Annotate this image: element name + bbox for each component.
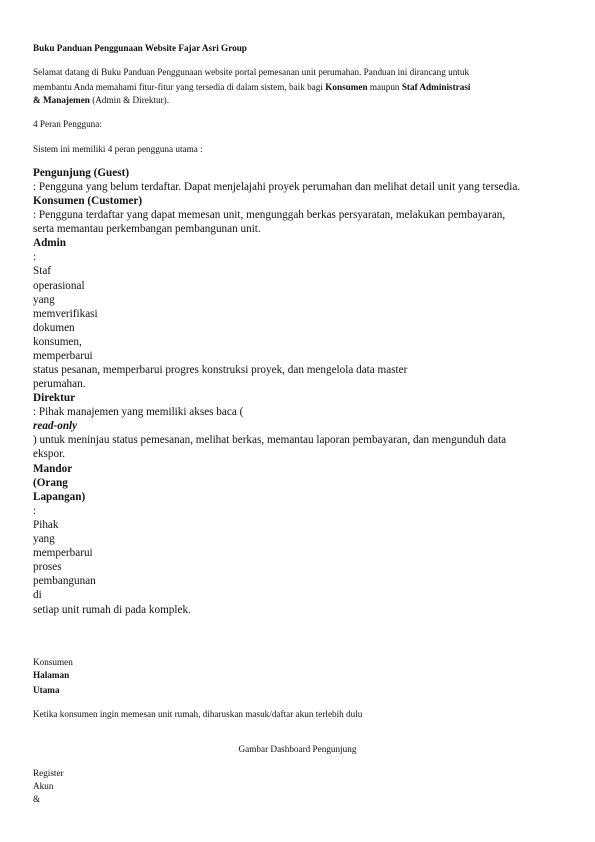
- role-director-readonly: read-only: [33, 420, 78, 432]
- role-director-desc-2: ) untuk meninjau status pemesanan, melihat berkas, memantau laporan pembayaran, dan mengunduh data: [33, 434, 507, 446]
- figure-caption: Gambar Dashboard Pengunjung: [238, 744, 357, 754]
- manajemen-emphasis: & Manajemen: [33, 95, 90, 105]
- role-mandor-title-line: Mandor: [33, 463, 73, 475]
- role-mandor-title-line: Lapangan): [33, 491, 86, 503]
- role-guest-desc: : Pengguna yang belum terdaftar. Dapat menjelajahi proyek perumahan dan melihat detail unit yang tersedia.: [33, 181, 521, 193]
- role-mandor-word: memperbarui: [33, 547, 93, 559]
- intro-line-2-mid: maupun: [367, 82, 402, 92]
- role-admin-word: memperbarui: [33, 350, 93, 362]
- konsumen-emphasis: Konsumen: [325, 82, 368, 92]
- role-customer-title: Konsumen (Customer): [33, 195, 143, 207]
- staf-administrasi-emphasis: Staf Administrasi: [401, 82, 471, 92]
- role-director-desc-1: : Pihak manajemen yang memiliki akses baca (: [33, 406, 244, 418]
- role-admin-word: dokumen: [33, 322, 75, 334]
- role-mandor-word: di: [33, 589, 42, 601]
- role-customer-desc-2: serta memantau perkembangan pembangunan unit.: [33, 223, 261, 235]
- footer-word: &: [33, 794, 41, 804]
- role-admin-word: memverifikasi: [33, 308, 98, 320]
- role-mandor-title-line: (Orang: [33, 477, 68, 489]
- section-title-line-2: Utama: [33, 685, 60, 695]
- intro-line-3-end: (Admin & Direktur).: [89, 95, 170, 105]
- document-title: Buku Panduan Penggunaan Website Fajar Asri Group: [33, 43, 247, 53]
- section-text: Ketika konsumen ingin memesan unit rumah, diharuskan masuk/daftar akun terlebih dulu: [33, 709, 363, 719]
- role-admin-title: Admin: [33, 237, 66, 249]
- role-admin-word: yang: [33, 294, 55, 306]
- section-title-line-1: Halaman: [33, 670, 70, 680]
- footer-word: Register: [33, 768, 64, 778]
- role-mandor-desc-end: setiap unit rumah di pada komplek.: [33, 604, 191, 616]
- intro-line-3: [33, 96, 169, 105]
- role-guest-title: Pengunjung (Guest): [33, 167, 130, 179]
- intro-line-2-start: membantu Anda memahami fitur-fitur yang tersedia di dalam sistem, baik bagi: [33, 82, 326, 92]
- role-admin-desc-2: perumahan.: [33, 378, 86, 390]
- footer-word: Akun: [33, 781, 54, 791]
- role-customer-desc-1: : Pengguna terdaftar yang dapat memesan unit, mengunggah berkas persyaratan, melakukan pembayaran,: [33, 209, 506, 221]
- role-mandor-colon: :: [33, 505, 37, 517]
- role-mandor-word: proses: [33, 561, 62, 573]
- role-admin-word: Staf: [33, 265, 52, 277]
- role-mandor-word: Pihak: [33, 519, 59, 531]
- role-mandor-word: pembangunan: [33, 575, 96, 587]
- role-admin-word: operasional: [33, 280, 85, 292]
- intro-line-2: [33, 83, 470, 92]
- role-admin-colon: :: [33, 251, 37, 263]
- role-mandor-word: yang: [33, 533, 55, 545]
- roles-intro: Sistem ini memiliki 4 peran pengguna utama :: [33, 144, 203, 154]
- role-director-desc-3: ekspor.: [33, 448, 66, 460]
- intro-line-1: Selamat datang di Buku Panduan Penggunaan website portal pemesanan unit perumahan. Panduan ini dirancang untuk: [33, 67, 470, 77]
- roles-heading: 4 Peran Pengguna:: [33, 119, 102, 129]
- section-label: Konsumen: [33, 657, 73, 667]
- role-admin-desc-1: status pesanan, memperbarui progres konstruksi proyek, dan mengelola data master: [33, 364, 408, 376]
- role-admin-word: konsumen,: [33, 336, 82, 348]
- role-director-title: Direktur: [33, 392, 76, 404]
